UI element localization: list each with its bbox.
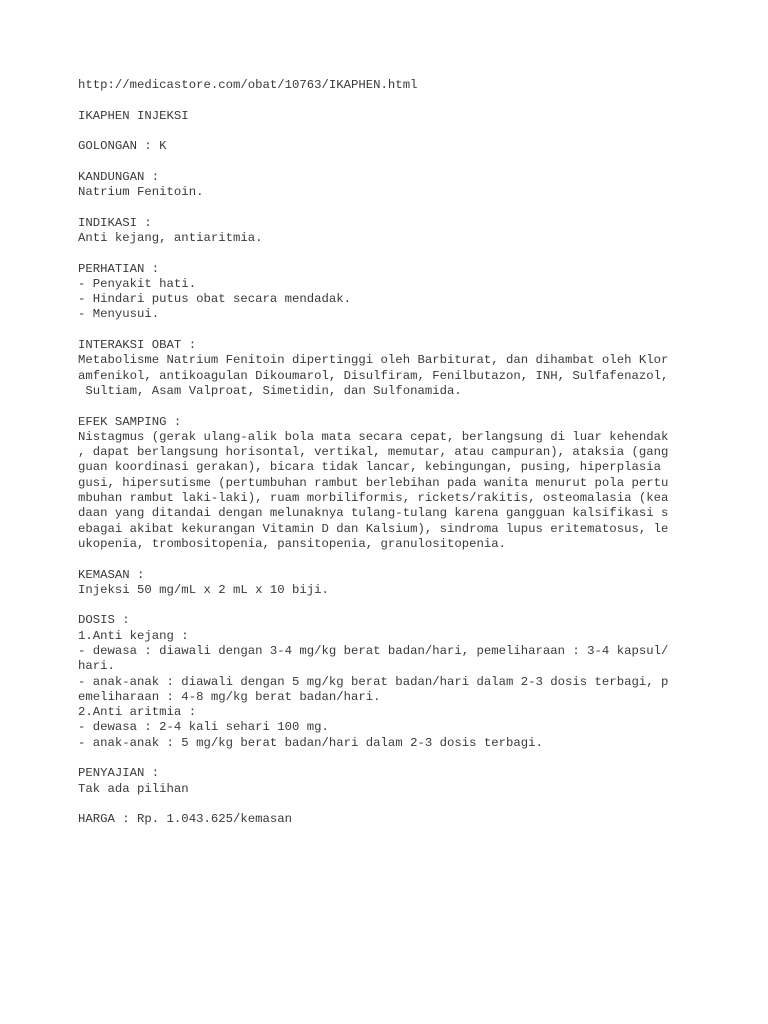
efek-samping-line: , dapat berlangsung horisontal, vertikal, memutar, atau campuran), ataksia (gang bbox=[78, 445, 669, 460]
efek-samping-line: Nistagmus (gerak ulang-alik bola mata secara cepat, berlangsung di luar kehendak bbox=[78, 429, 669, 444]
perhatian-line: - Penyakit hati. bbox=[78, 276, 197, 291]
interaksi-line: Metabolisme Natrium Fenitoin dipertinggi oleh Barbiturat, dan dihambat oleh Klor bbox=[78, 353, 669, 368]
indikasi-heading: INDIKASI : bbox=[78, 215, 152, 230]
source-url: http://medicastore.com/obat/10763/IKAPHEN.html bbox=[78, 78, 418, 92]
dosis-line: - dewasa : diawali dengan 3-4 mg/kg berat badan/hari, pemeliharaan : 3-4 kapsul/ bbox=[78, 643, 669, 658]
dosis-line: - anak-anak : 5 mg/kg berat badan/hari dalam 2-3 dosis terbagi. bbox=[78, 735, 543, 750]
dosis-heading: DOSIS : bbox=[78, 613, 130, 628]
efek-samping-line: ukopenia, trombositopenia, pansitopenia, granulositopenia. bbox=[78, 536, 507, 551]
spacer bbox=[78, 323, 758, 338]
document-title: IKAPHEN INJEKSI bbox=[78, 108, 189, 123]
dosis-line: hari. bbox=[78, 659, 115, 674]
spacer bbox=[78, 200, 758, 215]
efek-samping-line: daan yang ditandai dengan melunaknya tulang-tulang karena gangguan kalsifikasi s bbox=[78, 506, 669, 521]
spacer bbox=[78, 154, 758, 169]
spacer bbox=[78, 751, 758, 766]
efek-samping-line: guan koordinasi gerakan), bicara tidak lancar, kebingungan, pusing, hiperplasia bbox=[78, 460, 661, 475]
perhatian-heading: PERHATIAN : bbox=[78, 261, 160, 276]
penyajian-line: Tak ada pilihan bbox=[78, 781, 189, 796]
interaksi-line: Sultiam, Asam Valproat, Simetidin, dan Sulfonamida. bbox=[78, 383, 462, 398]
kandungan-heading: KANDUNGAN : bbox=[78, 169, 160, 184]
dosis-line: 2.Anti aritmia : bbox=[78, 705, 197, 720]
kandungan-line: Natrium Fenitoin. bbox=[78, 185, 204, 200]
penyajian-heading: PENYAJIAN : bbox=[78, 766, 160, 781]
spacer bbox=[78, 93, 758, 108]
spacer bbox=[78, 124, 758, 139]
perhatian-line: - Hindari putus obat secara mendadak. bbox=[78, 292, 352, 307]
spacer bbox=[78, 246, 758, 261]
efek-samping-heading: EFEK SAMPING : bbox=[78, 414, 182, 429]
spacer bbox=[78, 598, 758, 613]
spacer bbox=[78, 399, 758, 414]
document-page bbox=[78, 78, 758, 828]
dosis-line: - anak-anak : diawali dengan 5 mg/kg berat badan/hari dalam 2-3 dosis terbagi, p bbox=[78, 674, 669, 689]
dosis-line: emeliharaan : 4-8 mg/kg berat badan/hari. bbox=[78, 689, 381, 704]
kemasan-line: Injeksi 50 mg/mL x 2 mL x 10 biji. bbox=[78, 582, 329, 597]
golongan-line: GOLONGAN : K bbox=[78, 139, 167, 154]
efek-samping-line: mbuhan rambut laki-laki), ruam morbiliformis, rickets/rakitis, osteomalasia (kea bbox=[78, 491, 669, 506]
perhatian-line: - Menyusui. bbox=[78, 307, 160, 322]
dosis-line: - dewasa : 2-4 kali sehari 100 mg. bbox=[78, 720, 329, 735]
interaksi-line: amfenikol, antikoagulan Dikoumarol, Disulfiram, Fenilbutazon, INH, Sulfafenazol, bbox=[78, 368, 669, 383]
dosis-line: 1.Anti kejang : bbox=[78, 628, 189, 643]
spacer bbox=[78, 552, 758, 567]
harga-line: HARGA : Rp. 1.043.625/kemasan bbox=[78, 812, 293, 827]
spacer bbox=[78, 797, 758, 812]
efek-samping-line: ebagai akibat kekurangan Vitamin D dan Kalsium), sindroma lupus eritematosus, le bbox=[78, 521, 669, 536]
interaksi-heading: INTERAKSI OBAT : bbox=[78, 338, 197, 353]
efek-samping-line: gusi, hipersutisme (pertumbuhan rambut berlebihan pada wanita menurut pola pertu bbox=[78, 475, 669, 490]
kemasan-heading: KEMASAN : bbox=[78, 567, 145, 582]
indikasi-line: Anti kejang, antiaritmia. bbox=[78, 230, 263, 245]
